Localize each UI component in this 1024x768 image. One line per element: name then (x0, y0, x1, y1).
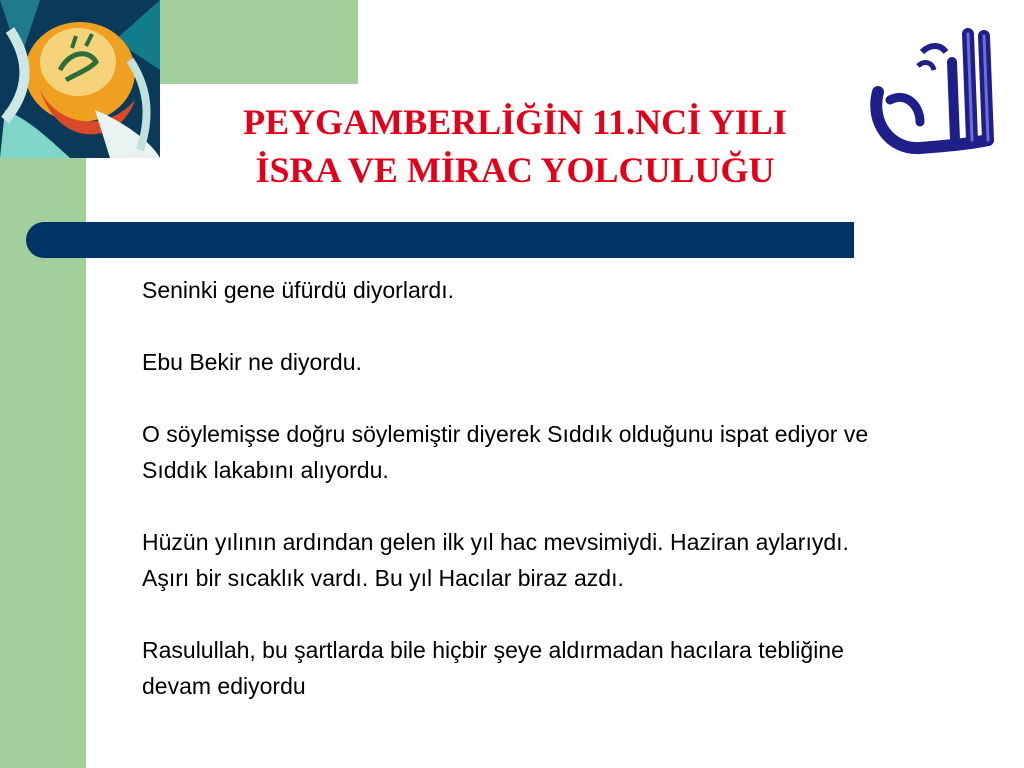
paragraph-4: Hüzün yılının ardından gelen ilk yıl hac mevsimiydi. Haziran aylarıydı. Aşırı bir sıcaklık vardı. Bu yıl Hacılar biraz azdı. (142, 529, 849, 591)
title-line-2: İSRA VE MİRAC YOLCULUĞU (255, 150, 775, 190)
slide-title (150, 98, 880, 194)
slide-body (142, 272, 882, 704)
paragraph-1: Seninki gene üfürdü diyorlardı. (142, 277, 454, 303)
paragraph-3: O söylemişse doğru söylemiştir diyerek Sıddık olduğunu ispat ediyor ve Sıddık lakabını alıyordu. (142, 421, 869, 483)
title-line-1: PEYGAMBERLİĞİN 11.NCİ YILI (243, 102, 787, 142)
title-underline-bar (26, 222, 854, 258)
allah-calligraphy (860, 22, 1000, 162)
paragraph-2: Ebu Bekir ne diyordu. (142, 349, 362, 375)
paragraph-5: Rasulullah, bu şartlarda bile hiçbir şeye aldırmadan hacılara tebliğine devam ediyordu (142, 637, 844, 699)
muhammad-calligraphy-art (0, 0, 160, 158)
